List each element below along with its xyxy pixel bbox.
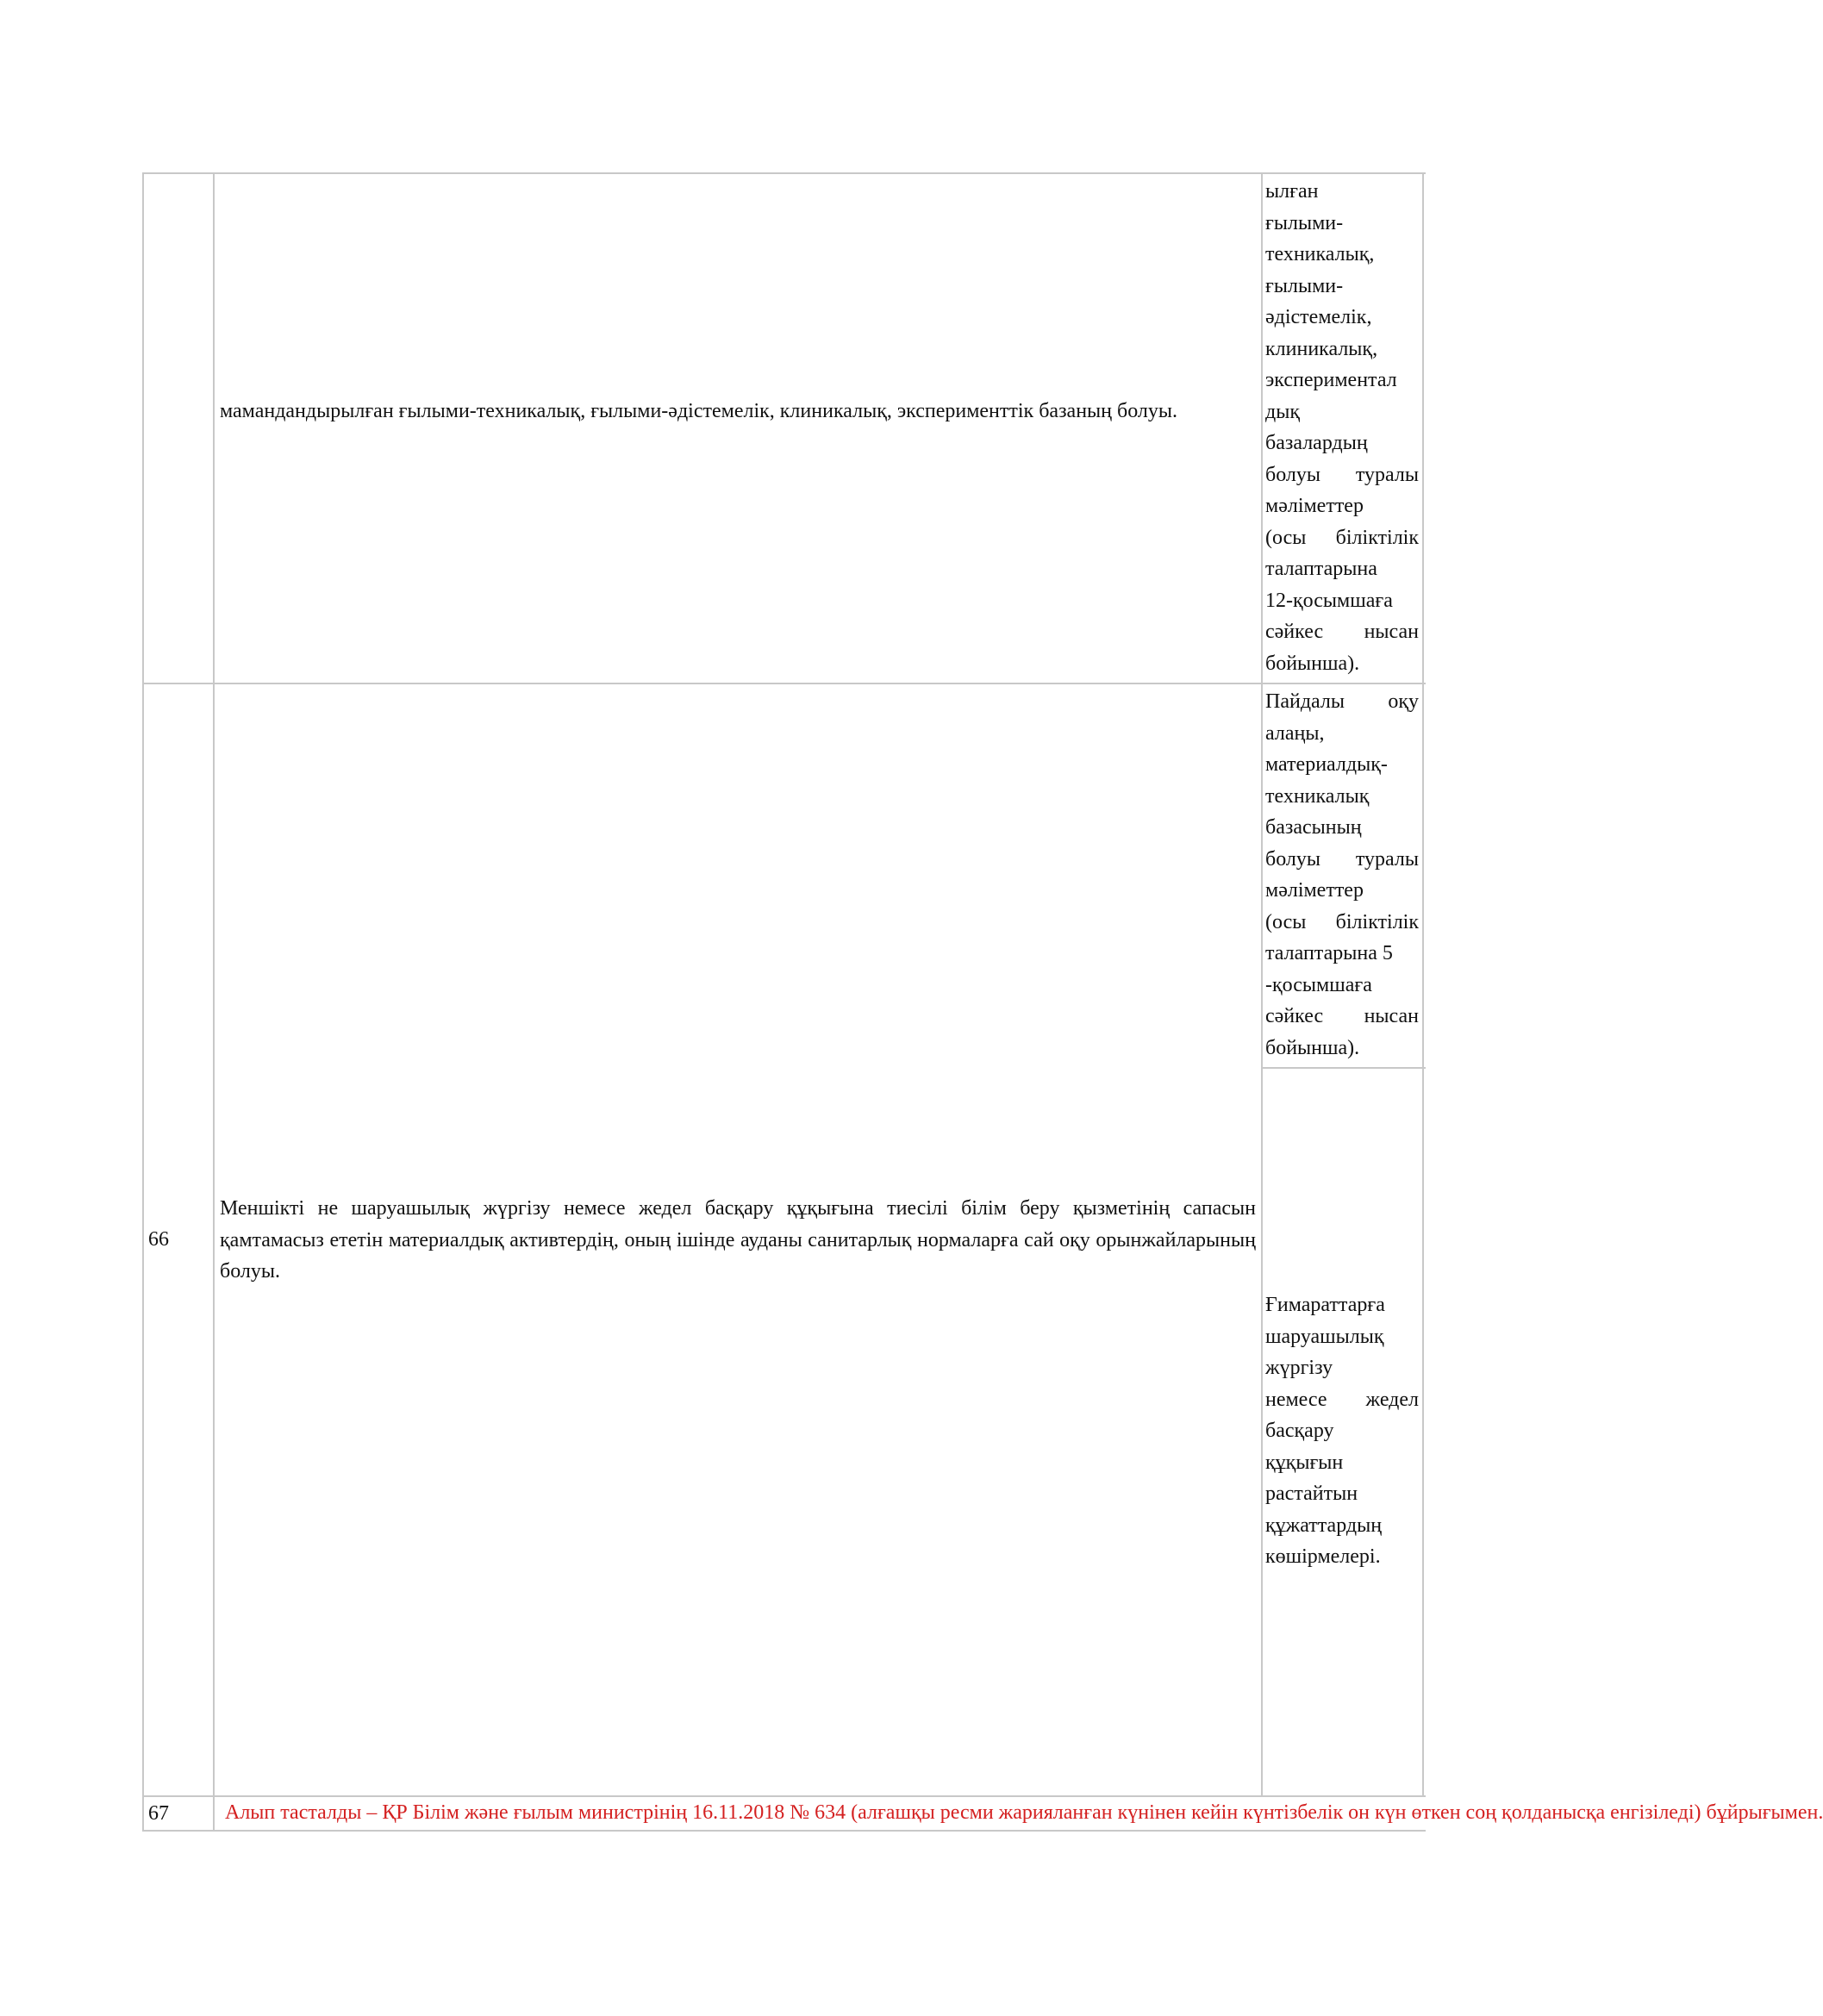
excluded-note-text: Алып тасталды – ҚР Білім және ғылым министрінің 16.11.2018 № 634 (алғашқы ресми жарияланған күнінен кейін күнтізбелік он күн өткен соң қолданысқа енгізіледі) бұйрығымен.	[225, 1801, 1823, 1824]
document-cell	[1265, 176, 1419, 679]
document-line: ғылыми-	[1265, 274, 1344, 297]
document-line: жүргізу	[1265, 1357, 1333, 1379]
row-number: 66	[148, 1228, 169, 1251]
row-number: 67	[148, 1802, 169, 1825]
table-cell-divider	[1261, 1067, 1426, 1069]
table-column-divider	[1261, 172, 1263, 1797]
document-line: мәліметтер	[1265, 879, 1364, 902]
document-line: құжаттардың	[1265, 1514, 1383, 1537]
document-line: базасының	[1265, 816, 1362, 839]
document-line: құқығын	[1265, 1451, 1344, 1474]
document-line: (осы біліктілік	[1265, 526, 1419, 549]
document-line: талаптарына 5	[1265, 942, 1393, 964]
document-line: материалдық-	[1265, 753, 1388, 776]
table-column-divider	[213, 172, 215, 1832]
requirement-text: Меншікті не шаруашылық жүргізу немесе жедел басқару құқығына тиесілі білім беру қызметінің сапасын қамтамасыз ететін материалдық активтердің, оның ішінде ауданы санитарлық нормаларға сай оқу орынжайларының болуы.	[220, 1197, 1256, 1283]
document-line: болуы туралы	[1265, 463, 1419, 486]
document-line: көшірмелері.	[1265, 1545, 1381, 1568]
document-line: экспериментал	[1265, 369, 1397, 391]
document-line: мәліметтер	[1265, 495, 1364, 517]
document-line: бойынша).	[1265, 652, 1360, 675]
document-line: растайтын	[1265, 1482, 1358, 1505]
table-bottom-border	[142, 1830, 1426, 1832]
document-line: алаңы,	[1265, 721, 1325, 745]
table-column-divider	[1422, 172, 1424, 1797]
requirement-text: мамандандырылған ғылыми-техникалық, ғылыми-әдістемелік, клиникалық, эксперименттік базаның болуы.	[220, 400, 1178, 422]
document-line: (осы біліктілік	[1265, 910, 1419, 933]
document-line: техникалық	[1265, 784, 1370, 808]
document-line: Ғимараттарға	[1265, 1294, 1385, 1316]
document-line: базалардың	[1265, 432, 1368, 454]
table-left-border	[142, 172, 144, 1832]
table-row-divider	[142, 683, 1426, 684]
document-cell	[1265, 686, 1419, 1064]
excluded-note-cell	[215, 1797, 1823, 1829]
document-line: дық	[1265, 400, 1300, 423]
document-line: сәйкес нысан	[1265, 621, 1419, 643]
document-line: ылған	[1265, 180, 1319, 203]
document-line: шаруашылық	[1265, 1325, 1384, 1348]
document-line: болуы туралы	[1265, 847, 1419, 871]
document-line: -қосымшаға	[1265, 973, 1372, 996]
document-line: ғылыми-	[1265, 211, 1344, 234]
document-line: сәйкес нысан	[1265, 1005, 1419, 1027]
document-line: клиникалық,	[1265, 337, 1378, 360]
document-line: техникалық,	[1265, 243, 1375, 265]
document-line: 12-қосымшаға	[1265, 589, 1393, 612]
document-line: бойынша).	[1265, 1036, 1360, 1059]
document-line: әдістемелік,	[1265, 306, 1372, 328]
document-line: Пайдалы оқу	[1265, 690, 1419, 713]
table-top-border	[142, 172, 1426, 174]
document-line: немесе жедел	[1265, 1388, 1419, 1411]
document-cell	[1265, 1289, 1419, 1573]
document-line: басқару	[1265, 1420, 1334, 1442]
document-line: талаптарына	[1265, 558, 1377, 580]
